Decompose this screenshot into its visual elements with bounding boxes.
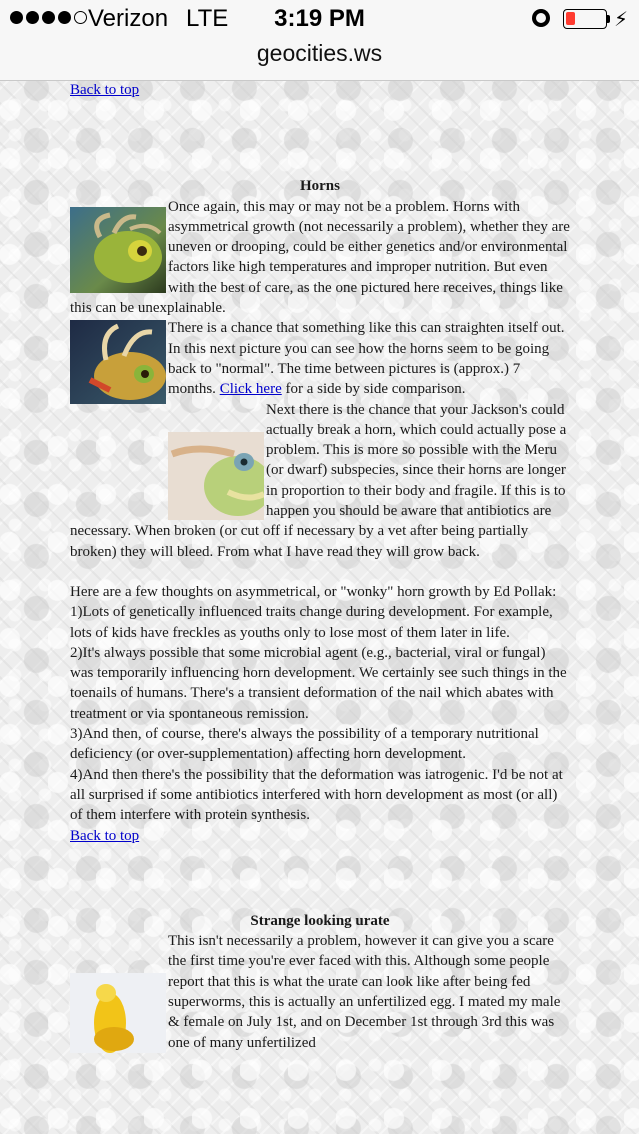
carrier-name: Verizon [88, 5, 169, 32]
urate-section-title: Strange looking urate [250, 912, 390, 929]
charging-bolt-icon: ⚡︎ [614, 9, 629, 31]
horns-paragraph-1: Once again, this may or may not be a problem. Horns with asymmetrical growth (not necessarily a problem), whether they are uneven or drooping, could be either genetics and/or environmental factors like high temperatures and improper nutrition. But even with the best of care, as the one pictured here receives, things like this can be unexplainable. [70, 198, 570, 317]
horns-paragraph-2: There is a chance that something like this can straighten itself out. In this next picture you can see how the horns seem to be going back to "normal". The time between pictures is (approx.) 7 months. Click here for a side by side comparison. [168, 320, 565, 398]
network-type: LTE [186, 5, 229, 32]
urate-paragraph-1: This isn't necessarily a problem, however it can give you a scare the first time you're ever faced with this. Although some people report that this is what the urate can look like after being fed superworms, this is actually an unfertilized egg. I mated my male & female on July 1st, and on December 1st through 3rd this was one of many unfertilized [168, 933, 561, 1051]
page-content [70, 80, 570, 1053]
chameleon-horns-photo-1 [70, 207, 166, 293]
chameleon-horns-photo-2 [70, 320, 166, 404]
wonky-horn-thought-4: 4)And then there's the possibility that the deformation was iatrogenic. I'd be not at all surprised if some antibiotics interfered with horn development as most (or all) of them interfere with protein synthesis. [70, 766, 563, 824]
wonky-horn-thought-1: 1)Lots of genetically influenced traits change during development. For example, lots of kids have freckles as youths only to lose most of them later in life. [70, 604, 553, 641]
status-time: 3:19 PM [274, 5, 365, 32]
alarm-clock-icon [532, 9, 550, 27]
horns-section-title: Horns [299, 178, 340, 195]
wonky-horn-intro: Here are a few thoughts on asymmetrical, or "wonky" horn growth by Ed Pollak: [70, 583, 557, 600]
horns-paragraph-3: Next there is the chance that your Jackson's could actually break a horn, which could actually pose a problem. This is more so possible with the Meru (or dwarf) subspecies, since their horns are longer in proportion to their body and fragile. If this is to happen you should be aware that antibiotics are necessary. When broken (or cut off if necessary by a vet after being partially broken) they will bleed. From what I have read they will grow back. [70, 401, 567, 560]
url-bar[interactable]: geocities.ws [256, 40, 383, 66]
back-to-top-link[interactable]: Back to top [70, 82, 140, 98]
status-bar [0, 0, 639, 81]
chameleon-broken-horn-photo [168, 432, 264, 520]
battery-icon [563, 9, 607, 29]
wonky-horn-thought-2: 2)It's always possible that some microbial agent (e.g., bacterial, viral or fungal) was temporarily influencing horn development. We certainly see such things in the toenails of humans. There's a transient deformation of the nail which abates with treatment or via spontaneous remission. [70, 644, 567, 722]
battery-nub [607, 15, 610, 23]
back-to-top-link[interactable]: Back to top [70, 827, 140, 844]
unfertilized-egg-photo [70, 973, 166, 1053]
side-by-side-comparison-link[interactable]: Click here [219, 381, 282, 398]
wonky-horn-thought-3: 3)And then, of course, there's always the possibility of a temporary nutritional deficiency (or over-supplementation) affecting horn development. [70, 726, 539, 763]
